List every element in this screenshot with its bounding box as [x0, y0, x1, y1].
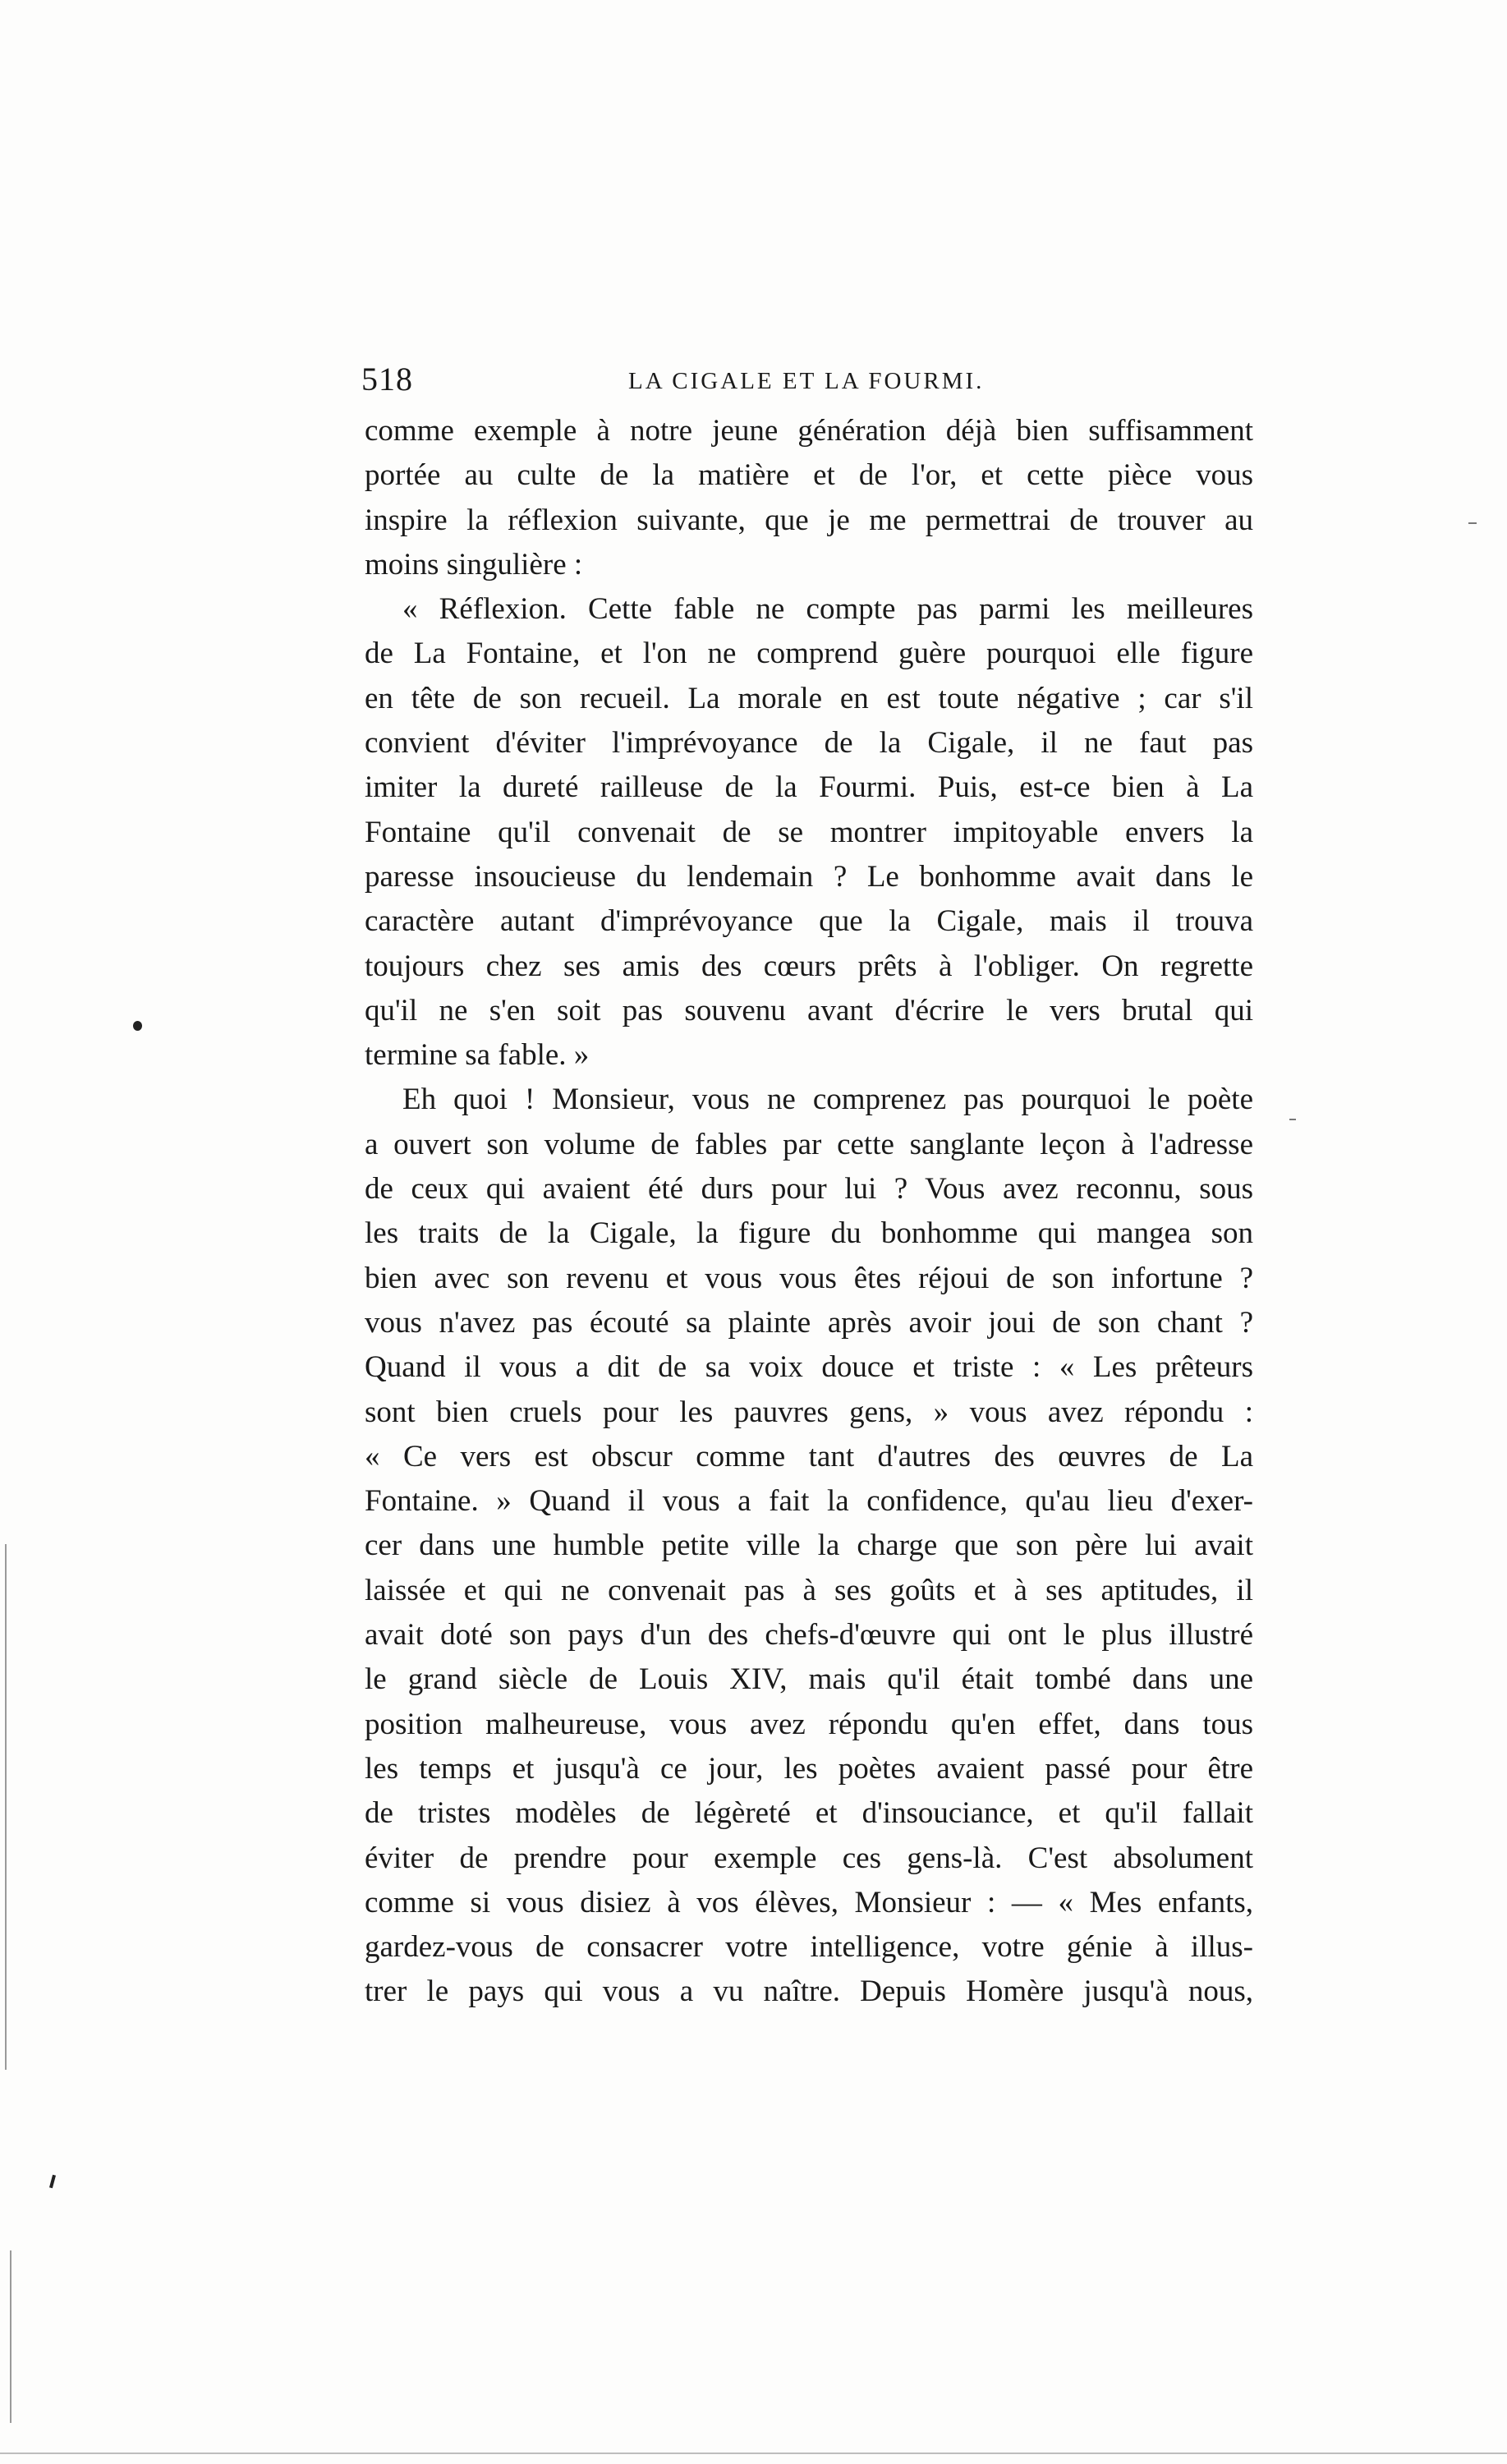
- text-line: de tristes modèles de légèreté et d'insouciance, et qu'il fallait: [365, 1796, 1253, 1831]
- text-line: bien avec son revenu et vous vous êtes réjoui de son infortune ?: [365, 1261, 1253, 1295]
- page-bottom-edge: [0, 2453, 1507, 2454]
- text-line: les traits de la Cigale, la figure du bonhomme qui mangea son: [365, 1216, 1253, 1251]
- text-line: de La Fontaine, et l'on ne comprend guère pourquoi elle figure: [365, 637, 1253, 671]
- text-line: vous n'avez pas écouté sa plainte après avoir joui de son chant ?: [365, 1305, 1253, 1340]
- text-line: paresse insoucieuse du lendemain ? Le bonhomme avait dans le: [365, 859, 1253, 894]
- ink-dash: [1468, 522, 1477, 524]
- text-line: qu'il ne s'en soit pas souvenu avant d'écrire le vers brutal qui: [365, 993, 1253, 1027]
- text-line: moins singulière :: [365, 547, 583, 582]
- text-line: comme si vous disiez à vos élèves, Monsieur : — « Mes enfants,: [365, 1885, 1253, 1919]
- body-text: [365, 409, 1253, 2015]
- text-line: de ceux qui avaient été durs pour lui ? Vous avez reconnu, sous: [365, 1172, 1253, 1207]
- running-title: LA CIGALE ET LA FOURMI.: [628, 368, 985, 394]
- text-line: convient d'éviter l'imprévoyance de la Cigale, il ne faut pas: [365, 726, 1253, 761]
- text-line: a ouvert son volume de fables par cette sanglante leçon à l'adresse: [365, 1127, 1253, 1161]
- text-line: Fontaine qu'il convenait de se montrer impitoyable envers la: [365, 815, 1253, 849]
- text-line: cer dans une humble petite ville la charge que son père lui avait: [365, 1529, 1253, 1563]
- text-line: termine sa fable. »: [365, 1038, 590, 1073]
- text-line: toujours chez ses amis des cœurs prêts à l'obliger. On regrette: [365, 949, 1253, 983]
- text-line: Eh quoi ! Monsieur, vous ne comprenez pas pourquoi le poète: [402, 1083, 1253, 1117]
- ink-dash: [1289, 1119, 1296, 1120]
- text-line: laissée et qui ne convenait pas à ses goûts et à ses aptitudes, il: [365, 1573, 1253, 1607]
- text-line: le grand siècle de Louis XIV, mais qu'il était tombé dans une: [365, 1662, 1253, 1697]
- ink-mark: [49, 2175, 56, 2188]
- text-line: gardez-vous de consacrer votre intelligence, votre génie à illus-: [365, 1930, 1253, 1965]
- text-line: position malheureuse, vous avez répondu qu'en effet, dans tous: [365, 1707, 1253, 1741]
- page-number: 518: [361, 361, 413, 398]
- ink-dot: [133, 1021, 142, 1031]
- text-line: portée au culte de la matière et de l'or, et cette pièce vous: [365, 458, 1253, 493]
- text-line: en tête de son recueil. La morale en est toute négative ; car s'il: [365, 681, 1253, 715]
- text-line: « Réflexion. Cette fable ne compte pas parmi les meilleures: [402, 592, 1253, 627]
- text-line: éviter de prendre pour exemple ces gens-là. C'est absolument: [365, 1841, 1253, 1875]
- running-head: [361, 360, 1257, 409]
- text-line: Fontaine. » Quand il vous a fait la confidence, qu'au lieu d'exer-: [365, 1484, 1253, 1519]
- text-line: Quand il vous a dit de sa voix douce et triste : « Les prêteurs: [365, 1350, 1253, 1385]
- text-line: sont bien cruels pour les pauvres gens, » vous avez répondu :: [365, 1395, 1253, 1429]
- text-line: trer le pays qui vous a vu naître. Depuis Homère jusqu'à nous,: [365, 1974, 1253, 2009]
- text-line: comme exemple à notre jeune génération déjà bien suffisamment: [365, 414, 1253, 448]
- text-line: imiter la dureté railleuse de la Fourmi. Puis, est-ce bien à La: [365, 770, 1253, 805]
- text-line: inspire la réflexion suivante, que je me permettrai de trouver au: [365, 503, 1253, 537]
- page-edge-shadow: [5, 1544, 7, 2070]
- text-line: caractère autant d'imprévoyance que la Cigale, mais il trouva: [365, 904, 1253, 939]
- text-line: les temps et jusqu'à ce jour, les poètes avaient passé pour être: [365, 1751, 1253, 1786]
- text-line: « Ce vers est obscur comme tant d'autres des œuvres de La: [365, 1439, 1253, 1473]
- page-edge-shadow: [10, 2250, 11, 2423]
- text-line: avait doté son pays d'un des chefs-d'œuvre qui ont le plus illustré: [365, 1618, 1253, 1653]
